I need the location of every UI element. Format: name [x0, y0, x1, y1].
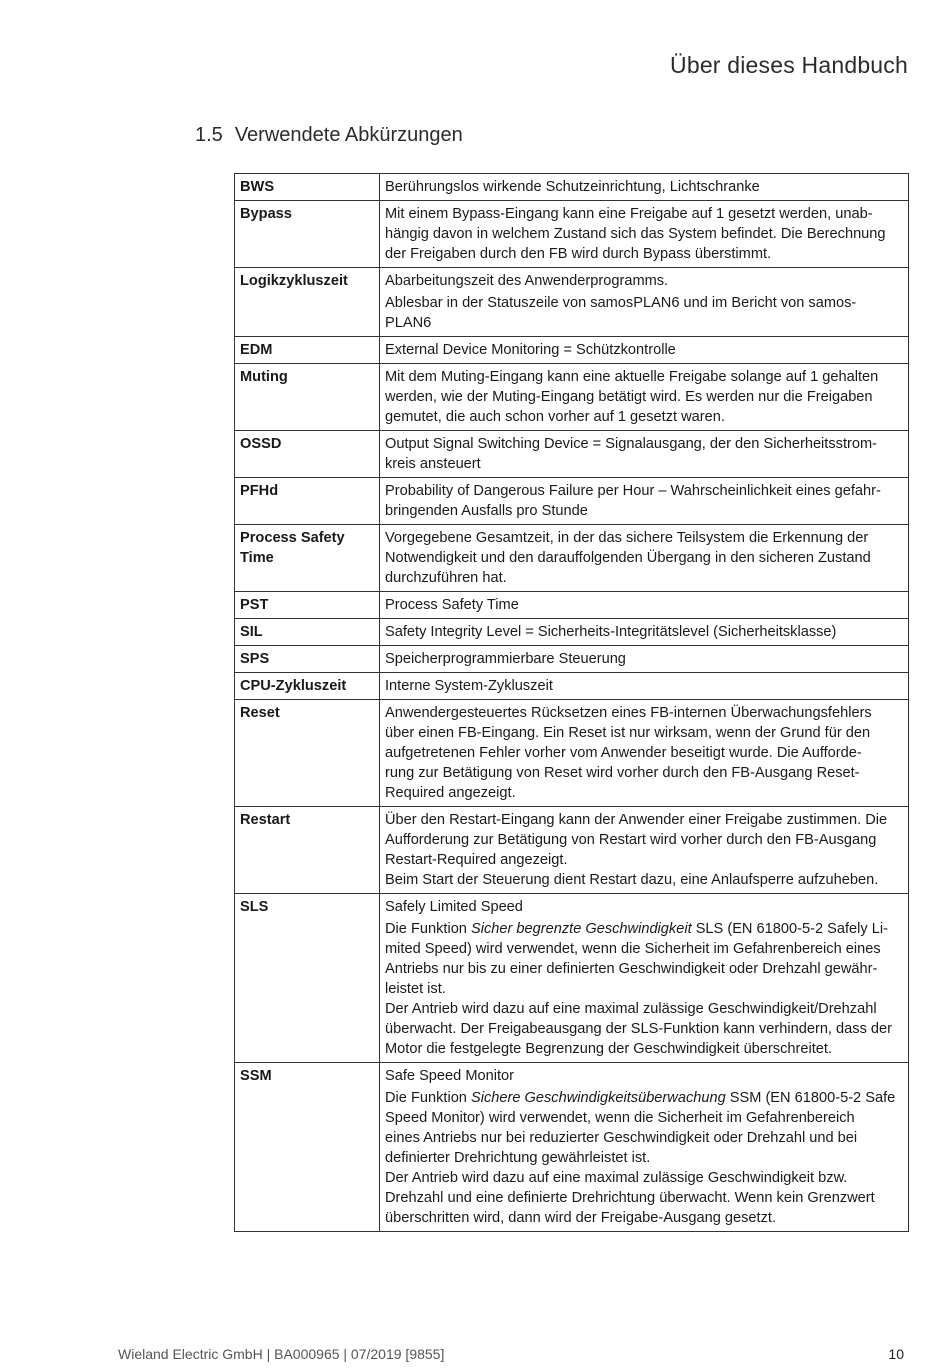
abbreviation-term: PFHd	[235, 478, 380, 525]
running-header: Über dieses Handbuch	[670, 52, 908, 78]
definition-paragraph	[385, 919, 904, 1059]
abbreviation-definition	[380, 431, 909, 478]
definition-line: Ablesbar in der Statuszeile von samosPLAN6 und im Bericht von samos-	[385, 295, 857, 311]
definition-line: Der Antrieb wird dazu auf eine maximal zulässige Geschwindigkeit bzw.	[385, 1170, 848, 1186]
definition-line: hängig davon in welchem Zustand sich das System befindet. Die Berechnung	[385, 226, 886, 242]
abbreviation-definition	[380, 364, 909, 431]
definition-paragraph	[385, 271, 904, 291]
definition-line: Anwendergesteuertes Rücksetzen eines FB-internen Überwachungsfehlers	[385, 705, 872, 721]
definition-paragraph	[385, 649, 904, 669]
definition-line: Motor die festgelegte Begrenzung der Geschwindigkeit überschreitet.	[385, 1041, 832, 1057]
definition-paragraph	[385, 340, 904, 360]
abbreviation-term: Process Safety Time	[235, 525, 380, 592]
definition-line: Safety Integrity Level = Sicherheits-Integritätslevel (Sicherheitsklasse)	[385, 624, 837, 640]
abbreviation-definition	[380, 201, 909, 268]
abbreviation-term: SPS	[235, 646, 380, 673]
definition-line: Output Signal Switching Device = Signalausgang, der den Sicherheitsstrom-	[385, 436, 877, 452]
table-row	[235, 364, 909, 431]
abbreviation-definition	[380, 1063, 909, 1232]
abbreviation-term: Reset	[235, 700, 380, 807]
table-row	[235, 673, 909, 700]
definition-line: Restart-Required angezeigt.	[385, 852, 568, 868]
abbreviation-term: Bypass	[235, 201, 380, 268]
definition-line: External Device Monitoring = Schützkontrolle	[385, 342, 676, 358]
abbreviation-term: Muting	[235, 364, 380, 431]
definition-line: über einen FB-Eingang. Ein Reset ist nur wirksam, wenn der Grund für den	[385, 725, 871, 741]
section-heading	[195, 124, 463, 147]
definition-line: überschritten wird, dann wird der Freigabe-Ausgang gesetzt.	[385, 1210, 776, 1226]
abbreviation-term: EDM	[235, 337, 380, 364]
section-title: Verwendete Abkürzungen	[234, 124, 463, 146]
function-name: Sichere Geschwindigkeitsüberwachung	[470, 1090, 726, 1106]
definition-line: Aufforderung zur Betätigung von Restart wird vorher durch den FB-Ausgang	[385, 832, 877, 848]
definition-line: mited Speed) wird verwendet, wenn die Sicherheit im Gefahrenbereich eines	[385, 941, 881, 957]
footer-publisher: Wieland Electric GmbH | BA000965 | 07/2019 [9855]	[118, 1346, 445, 1362]
abbreviation-definition	[380, 478, 909, 525]
abbreviation-definition	[380, 894, 909, 1063]
definition-line: durchzuführen hat.	[385, 570, 507, 586]
table-row	[235, 646, 909, 673]
table-row	[235, 700, 909, 807]
table-row	[235, 807, 909, 894]
definition-line: Über den Restart-Eingang kann der Anwender einer Freigabe zustimmen. Die	[385, 812, 888, 828]
section-number: 1.5	[195, 124, 223, 146]
definition-line: aufgetretenen Fehler vorher vom Anwender beseitigt wurde. Die Aufforde-	[385, 745, 862, 761]
definition-line: Safely Limited Speed	[385, 899, 523, 915]
definition-line: leistet ist.	[385, 981, 446, 997]
definition-line: überwacht. Der Freigabeausgang der SLS-Funktion kann verhindern, dass der	[385, 1021, 893, 1037]
abbreviation-term: CPU-Zykluszeit	[235, 673, 380, 700]
abbreviations-table	[234, 173, 909, 1232]
definition-paragraph	[385, 293, 904, 333]
page-number: 10	[888, 1346, 904, 1362]
definition-line: Probability of Dangerous Failure per Hour – Wahrscheinlichkeit eines gefahr-	[385, 483, 881, 499]
definition-line: Die Funktion Sichere Geschwindigkeitsüberwachung SSM (EN 61800-5-2 Safe	[385, 1090, 896, 1106]
definition-line: kreis ansteuert	[385, 456, 481, 472]
definition-line: Speed Monitor) wird verwendet, wenn die Sicherheit im Gefahrenbereich	[385, 1110, 855, 1126]
definition-paragraph	[385, 434, 904, 474]
abbreviation-term: PST	[235, 592, 380, 619]
definition-line: werden, wie der Muting-Eingang betätigt wird. Es werden nur die Freigaben	[385, 389, 873, 405]
definition-line: der Freigaben durch den FB wird durch Bypass überstimmt.	[385, 246, 772, 262]
abbreviation-definition	[380, 673, 909, 700]
abbreviation-definition	[380, 525, 909, 592]
definition-line: Notwendigkeit und den darauffolgenden Übergang in den sicheren Zustand	[385, 550, 871, 566]
table-row	[235, 478, 909, 525]
table-row	[235, 619, 909, 646]
definition-line: Antriebs nur bis zu einer definierten Geschwindigkeit oder Drehzahl gewähr-	[385, 961, 878, 977]
abbreviation-definition	[380, 619, 909, 646]
table-row	[235, 525, 909, 592]
definition-paragraph	[385, 1088, 904, 1228]
abbreviations-table-body	[235, 174, 909, 1232]
definition-line: Vorgegebene Gesamtzeit, in der das sichere Teilsystem die Erkennung der	[385, 530, 869, 546]
definition-line: Speicherprogrammierbare Steuerung	[385, 651, 626, 667]
abbreviation-definition	[380, 807, 909, 894]
function-name: Sicher begrenzte Geschwindigkeit	[470, 921, 692, 937]
definition-paragraph	[385, 676, 904, 696]
definition-line: rung zur Betätigung von Reset wird vorher durch den FB-Ausgang Reset-	[385, 765, 860, 781]
table-row	[235, 431, 909, 478]
abbreviation-term: Restart	[235, 807, 380, 894]
definition-line: Berührungslos wirkende Schutzeinrichtung, Lichtschranke	[385, 179, 760, 195]
definition-line: eines Antriebs nur bei reduzierter Geschwindigkeit oder Drehzahl und bei	[385, 1130, 858, 1146]
definition-paragraph	[385, 595, 904, 615]
definition-paragraph	[385, 367, 904, 427]
definition-line: Safe Speed Monitor	[385, 1068, 514, 1084]
table-row	[235, 268, 909, 337]
definition-line: Die Funktion Sicher begrenzte Geschwindigkeit SLS (EN 61800-5-2 Safely Li-	[385, 921, 888, 937]
definition-line: PLAN6	[385, 315, 432, 331]
table-row	[235, 592, 909, 619]
table-row	[235, 174, 909, 201]
abbreviation-term: Logikzykluszeit	[235, 268, 380, 337]
abbreviation-definition	[380, 174, 909, 201]
table-row	[235, 894, 909, 1063]
abbreviation-definition	[380, 700, 909, 807]
definition-line: Abarbeitungszeit des Anwenderprogramms.	[385, 273, 669, 289]
definition-paragraph	[385, 481, 904, 521]
definition-line: Der Antrieb wird dazu auf eine maximal zulässige Geschwindigkeit/Drehzahl	[385, 1001, 877, 1017]
abbreviation-definition	[380, 646, 909, 673]
table-row	[235, 1063, 909, 1232]
table-row	[235, 201, 909, 268]
definition-paragraph	[385, 177, 904, 197]
abbreviation-term: SIL	[235, 619, 380, 646]
definition-line: gemutet, die auch schon vorher auf 1 gesetzt waren.	[385, 409, 725, 425]
abbreviation-term: BWS	[235, 174, 380, 201]
abbreviation-term: SSM	[235, 1063, 380, 1232]
definition-line: Required angezeigt.	[385, 785, 516, 801]
definition-line: Interne System-Zykluszeit	[385, 678, 553, 694]
definition-paragraph	[385, 897, 904, 917]
abbreviation-definition	[380, 268, 909, 337]
definition-line: Mit einem Bypass-Eingang kann eine Freigabe auf 1 gesetzt werden, unab-	[385, 206, 873, 222]
abbreviation-term: SLS	[235, 894, 380, 1063]
abbreviation-definition	[380, 592, 909, 619]
definition-line: definierter Drehrichtung gewährleistet ist.	[385, 1150, 651, 1166]
definition-line: Process Safety Time	[385, 597, 519, 613]
abbreviation-term: OSSD	[235, 431, 380, 478]
definition-line: Drehzahl und eine definierte Drehrichtung überwacht. Wenn kein Grenzwert	[385, 1190, 875, 1206]
table-row	[235, 337, 909, 364]
definition-paragraph	[385, 1066, 904, 1086]
definition-paragraph	[385, 622, 904, 642]
abbreviation-definition	[380, 337, 909, 364]
definition-paragraph	[385, 204, 904, 264]
definition-paragraph	[385, 528, 904, 588]
definition-line: Mit dem Muting-Eingang kann eine aktuelle Freigabe solange auf 1 gehalten	[385, 369, 879, 385]
definition-line: Beim Start der Steuerung dient Restart dazu, eine Anlaufsperre aufzuheben.	[385, 872, 879, 888]
definition-paragraph	[385, 703, 904, 803]
definition-paragraph	[385, 810, 904, 890]
definition-line: bringenden Ausfalls pro Stunde	[385, 503, 588, 519]
